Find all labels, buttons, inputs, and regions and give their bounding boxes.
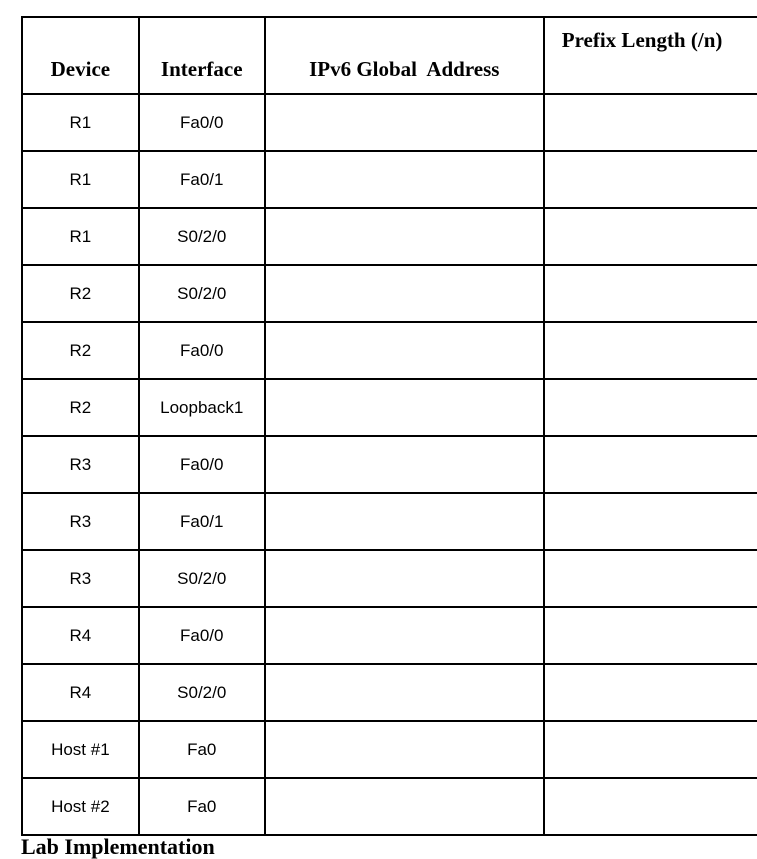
cell-interface: Fa0 bbox=[139, 778, 265, 835]
cell-device: R4 bbox=[22, 664, 139, 721]
cell-prefix-length[interactable] bbox=[544, 322, 757, 379]
table-row bbox=[22, 778, 757, 835]
cell-prefix-length[interactable] bbox=[544, 436, 757, 493]
table-row bbox=[22, 607, 757, 664]
cell-interface: Fa0/0 bbox=[139, 322, 265, 379]
partial-section-heading: Lab Implementation bbox=[21, 834, 215, 859]
cell-interface: S0/2/0 bbox=[139, 208, 265, 265]
cell-prefix-length[interactable] bbox=[544, 151, 757, 208]
cell-prefix-length[interactable] bbox=[544, 94, 757, 151]
table-row bbox=[22, 379, 757, 436]
table-row bbox=[22, 151, 757, 208]
header-device: Device bbox=[22, 17, 139, 94]
table-row bbox=[22, 265, 757, 322]
cell-ipv6-address[interactable] bbox=[265, 493, 544, 550]
cell-ipv6-address[interactable] bbox=[265, 151, 544, 208]
cell-ipv6-address[interactable] bbox=[265, 436, 544, 493]
cell-device: R3 bbox=[22, 550, 139, 607]
cell-prefix-length[interactable] bbox=[544, 664, 757, 721]
table-row bbox=[22, 721, 757, 778]
table-row bbox=[22, 436, 757, 493]
cell-interface: Fa0/1 bbox=[139, 493, 265, 550]
cell-device: R2 bbox=[22, 322, 139, 379]
table-row bbox=[22, 550, 757, 607]
cell-ipv6-address[interactable] bbox=[265, 322, 544, 379]
table-row bbox=[22, 664, 757, 721]
cell-prefix-length[interactable] bbox=[544, 379, 757, 436]
header-prefix-length: Prefix Length (/n) bbox=[544, 17, 757, 94]
cell-prefix-length[interactable] bbox=[544, 493, 757, 550]
cell-ipv6-address[interactable] bbox=[265, 778, 544, 835]
cell-interface: Fa0/0 bbox=[139, 436, 265, 493]
cell-device: Host #2 bbox=[22, 778, 139, 835]
cell-device: R2 bbox=[22, 379, 139, 436]
table-row bbox=[22, 208, 757, 265]
header-ipv6-address: IPv6 Global Address bbox=[265, 17, 544, 94]
cell-prefix-length[interactable] bbox=[544, 721, 757, 778]
cell-device: R2 bbox=[22, 265, 139, 322]
table-row bbox=[22, 493, 757, 550]
cell-device: R4 bbox=[22, 607, 139, 664]
cell-interface: Fa0/1 bbox=[139, 151, 265, 208]
cell-ipv6-address[interactable] bbox=[265, 379, 544, 436]
cell-ipv6-address[interactable] bbox=[265, 94, 544, 151]
cell-interface: Loopback1 bbox=[139, 379, 265, 436]
table-row bbox=[22, 94, 757, 151]
cell-device: Host #1 bbox=[22, 721, 139, 778]
cell-ipv6-address[interactable] bbox=[265, 208, 544, 265]
cell-prefix-length[interactable] bbox=[544, 550, 757, 607]
cell-prefix-length[interactable] bbox=[544, 208, 757, 265]
cell-device: R1 bbox=[22, 208, 139, 265]
cell-prefix-length[interactable] bbox=[544, 778, 757, 835]
header-interface: Interface bbox=[139, 17, 265, 94]
cell-interface: S0/2/0 bbox=[139, 265, 265, 322]
cell-ipv6-address[interactable] bbox=[265, 664, 544, 721]
cell-interface: Fa0/0 bbox=[139, 94, 265, 151]
cell-device: R1 bbox=[22, 151, 139, 208]
table-header-row bbox=[22, 17, 757, 94]
table-row bbox=[22, 322, 757, 379]
cell-device: R1 bbox=[22, 94, 139, 151]
cell-prefix-length[interactable] bbox=[544, 265, 757, 322]
cell-ipv6-address[interactable] bbox=[265, 607, 544, 664]
cell-ipv6-address[interactable] bbox=[265, 265, 544, 322]
cell-ipv6-address[interactable] bbox=[265, 550, 544, 607]
cell-device: R3 bbox=[22, 493, 139, 550]
cell-interface: Fa0/0 bbox=[139, 607, 265, 664]
cell-interface: Fa0 bbox=[139, 721, 265, 778]
ipv6-addressing-table bbox=[21, 16, 757, 836]
cell-interface: S0/2/0 bbox=[139, 664, 265, 721]
cell-interface: S0/2/0 bbox=[139, 550, 265, 607]
cell-device: R3 bbox=[22, 436, 139, 493]
cell-prefix-length[interactable] bbox=[544, 607, 757, 664]
cell-ipv6-address[interactable] bbox=[265, 721, 544, 778]
